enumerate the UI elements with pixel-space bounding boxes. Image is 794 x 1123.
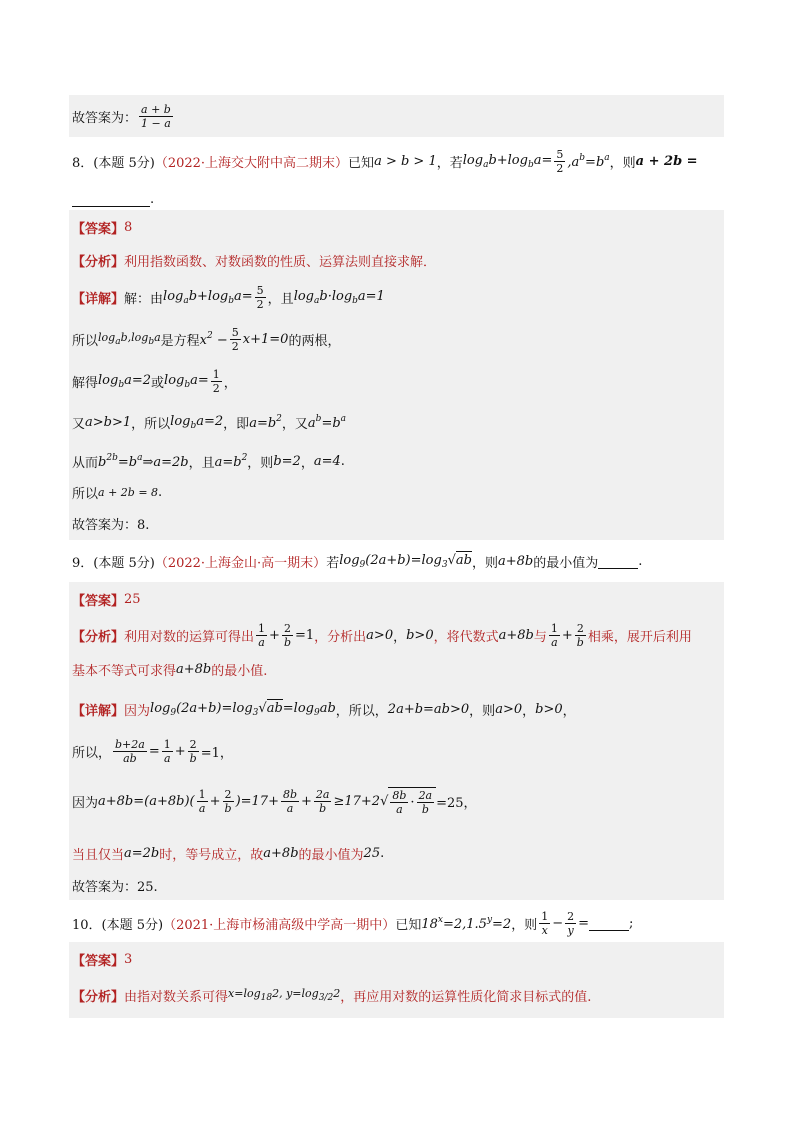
q10-answer-blank [589, 916, 629, 931]
q9-analysis-line1: 【分析】 利用对数的运算可得出 1 a + $\frac{2}{b}$ =1 ，分析出 a>0 ， b>0 ，将代数式 a+8b 与 1 a + 2 b 相乘，展开后利用 [72, 621, 692, 649]
q9-analysis-line2: 基本不等式可求得 a+8b 的最小值. [72, 661, 268, 679]
q8-stem: 8．(本题 5分) （2022·上海交大附中高二期末） 已知 a > b > 1 ，若 $\log_ab+\log_ba=$ $\frac{5}{2}$ $,a^b=b^a$ ，则 a + 2b = [72, 147, 698, 175]
q9-final: 故答案为：25. [72, 879, 158, 895]
q8-detail-line5: 从而 $b^{2b}=b^a\Rightarrow a=2b$ ，且 $a=b^2$ ，则 b=2 ， a=4 . [72, 452, 345, 471]
q8-blank-line: . [72, 184, 154, 214]
q8-detail-line1: 【详解】 解：由 $\log_ab+\log_ba=$ $\frac{5}{2}$ ，且 $\log_ab\cdot\log_ba=1$ [72, 283, 385, 311]
q10-stem: 10．(本题 5分) （2021·上海市杨浦高级中学高一期中） 已知 $18^x=2,1.5^y=2$ ，则 1 x − $\frac{2}{y}$ = ; [72, 909, 634, 937]
q7-final-answer: 故答案为： a + b 1 − a [72, 102, 171, 130]
q8-detail-line6: 所以 a + 2b = 8 . [72, 484, 163, 502]
q9-detail-line1: 【详解】 因为 $\log_9(2a+b)=\log_3√ab=\log_9ab$ ，所以， 2a+b=ab>0 ，则 a>0 ， b>0 ， [72, 700, 576, 719]
q9-answer-blank [598, 554, 638, 569]
q8-detail-line4: 又 a>b>1 ，所以 $\log_ba=2$ ，即 $a=b^2$ ，又 $a^b=b^a$ [72, 413, 347, 432]
q8-final: 故答案为：8. [72, 517, 150, 533]
q9-stem: 9．(本题 5分) （2022·上海金山·高一期末） 若 $\log_9(2a+b)=\log_3√ab$ ，则 a+8b 的最小值为 . [72, 552, 643, 571]
q8-answer: 【答案】 8 [72, 219, 133, 237]
q8-answer-blank [72, 192, 150, 207]
q10-analysis: 【分析】 由指对数关系可得 $x=\log_{18}2$, $y=\log_{3/2}2$ ，再应用对数的运算性质化简求目标式的值. [72, 987, 592, 1005]
q9-detail-line3: 因为 a+8b=(a+8b)( 1 a + $\frac{2}{b}$ )=17+ $\frac{8b}{a}$ + $\frac{2a}{b}$ ≥17+2√ $\frac{8b}{a}$ · $\frac{2a}{b}$ =25， [72, 787, 477, 816]
q8-detail-line2: 所以 $\log_ab,\log_ba$ 是方程 $x^2$ − $\frac{5}{2}$ x+1=0 的两根， [72, 325, 341, 353]
q9-detail-line4: 当且仅当 a=2b 时，等号成立，故 a+8b 的最小值为 25 . [72, 845, 385, 863]
q9-answer: 【答案】 25 [72, 591, 141, 609]
q8-detail-line3: 解得 $\log_ba=2$ 或 $\log_ba=$ $\frac{1}{2}$ ， [72, 367, 237, 395]
q7-fraction: a + b 1 − a [141, 102, 171, 130]
q9-detail-line2: 所以， $\frac{b+2a}{ab}$ = $\frac{1}{a}$ + $\frac{2}{b}$ =1， [72, 737, 233, 765]
q10-answer: 【答案】 3 [72, 951, 133, 969]
q8-analysis: 【分析】 利用指数函数、对数函数的性质、运算法则直接求解． [72, 254, 437, 270]
